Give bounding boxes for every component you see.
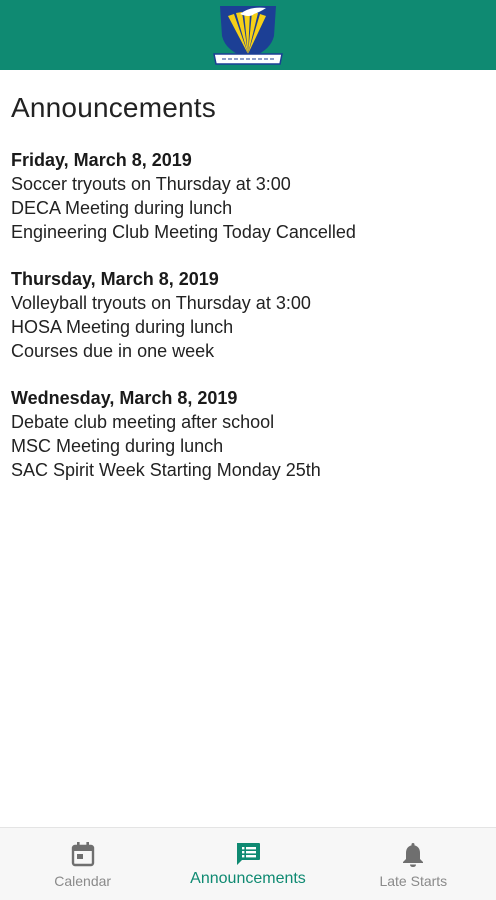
announcement-item: DECA Meeting during lunch xyxy=(11,198,233,218)
announcement-item: Courses due in one week xyxy=(11,341,215,361)
nav-item-announcements[interactable] xyxy=(165,828,330,900)
announcement-item: HOSA Meeting during lunch xyxy=(11,317,234,337)
announcement-date: Wednesday, March 8, 2019 xyxy=(11,388,238,408)
announcement-date: Friday, March 8, 2019 xyxy=(11,150,192,170)
announcement-item: Debate club meeting after school xyxy=(11,412,275,432)
calendar-icon xyxy=(69,840,97,868)
nav-label-late-starts: Late Starts xyxy=(379,873,448,889)
announcement-day xyxy=(11,386,486,482)
announcements-content xyxy=(11,88,486,505)
announcement-icon xyxy=(234,840,262,868)
nav-item-calendar[interactable] xyxy=(0,828,165,900)
page-title: Announcements xyxy=(11,92,216,123)
announcement-item: Volleyball tryouts on Thursday at 3:00 xyxy=(11,293,311,313)
bell-icon xyxy=(399,840,427,868)
app-bar xyxy=(0,0,496,70)
nav-item-late-starts[interactable] xyxy=(331,828,496,900)
announcement-item: MSC Meeting during lunch xyxy=(11,436,224,456)
nav-label-calendar: Calendar xyxy=(54,873,112,889)
school-crest-logo xyxy=(210,2,286,68)
announcement-day xyxy=(11,148,486,244)
announcement-date: Thursday, March 8, 2019 xyxy=(11,269,219,289)
announcement-item: SAC Spirit Week Starting Monday 25th xyxy=(11,460,321,480)
announcement-item: Soccer tryouts on Thursday at 3:00 xyxy=(11,174,291,194)
nav-label-announcements: Announcements xyxy=(190,870,306,887)
announcement-item: Engineering Club Meeting Today Cancelled xyxy=(11,222,356,242)
announcement-day xyxy=(11,267,486,363)
bottom-navigation xyxy=(0,827,496,900)
